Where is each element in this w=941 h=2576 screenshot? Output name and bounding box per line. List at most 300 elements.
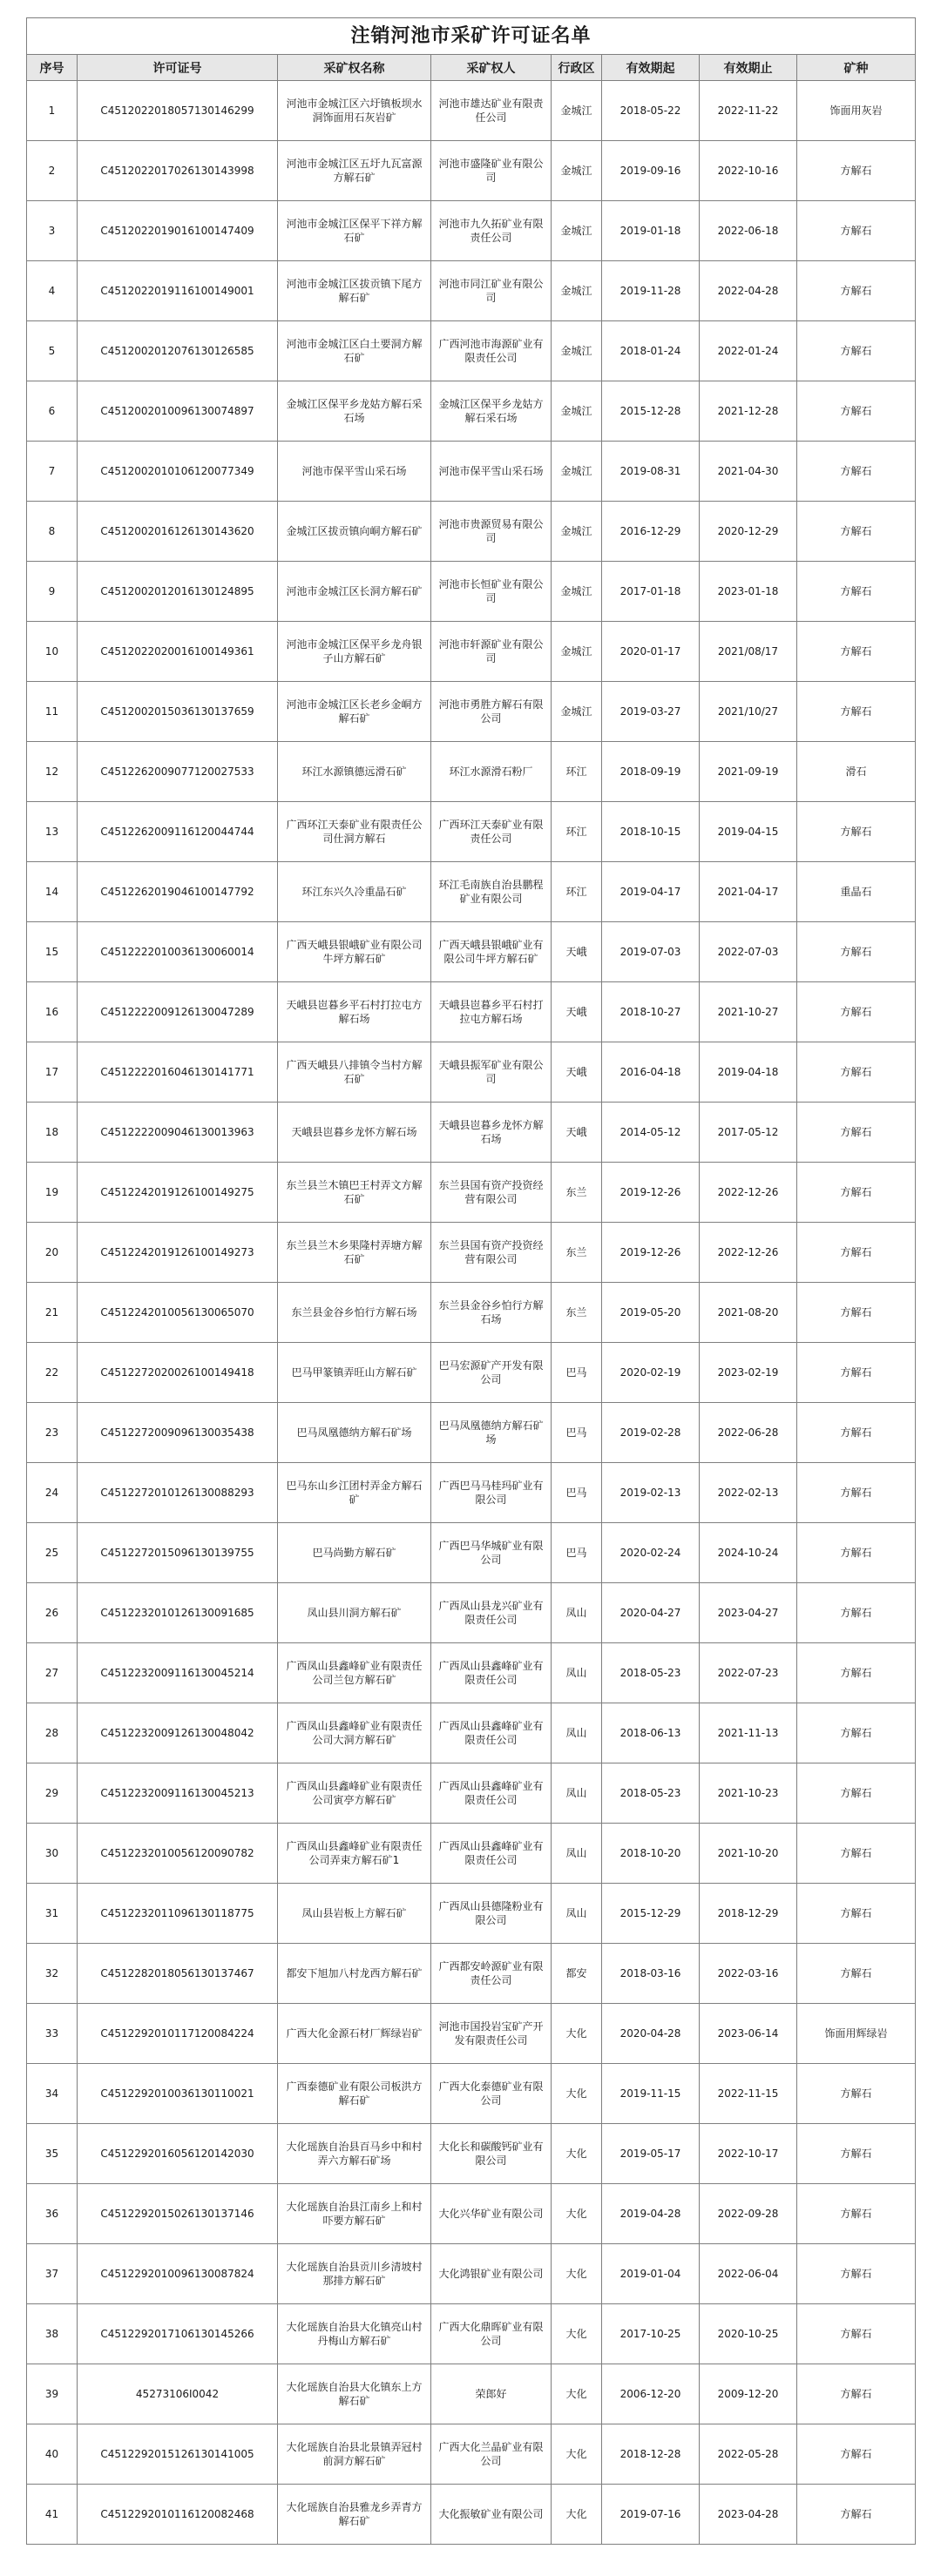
cell-district: 金城江	[552, 81, 602, 141]
cell-valid-from: 2018-05-23	[602, 1763, 700, 1824]
cell-valid-to: 2019-04-15	[700, 802, 797, 862]
cell-mineral: 方解石	[797, 1763, 916, 1824]
cell-mineral: 方解石	[797, 562, 916, 622]
table-row	[27, 81, 916, 141]
cell-index: 20	[27, 1223, 78, 1283]
cell-index: 16	[27, 982, 78, 1042]
cell-mineral: 方解石	[797, 2064, 916, 2124]
cell-valid-to: 2023-01-18	[700, 562, 797, 622]
cell-valid-from: 2018-03-16	[602, 1944, 700, 2004]
cell-index: 10	[27, 622, 78, 682]
cell-index: 24	[27, 1463, 78, 1523]
cell-mine-name: 凤山县川洞方解石矿	[278, 1583, 431, 1643]
cell-index: 32	[27, 1944, 78, 2004]
cell-mine-name: 大化瑶族自治县大化镇亮山村丹梅山方解石矿	[278, 2304, 431, 2364]
cell-valid-to: 2022-05-28	[700, 2424, 797, 2485]
cell-valid-to: 2017-05-12	[700, 1103, 797, 1163]
cell-index: 33	[27, 2004, 78, 2064]
table-row	[27, 1463, 916, 1523]
header-cell-mine-name: 采矿权名称	[278, 55, 431, 81]
cell-owner: 河池市轩源矿业有限公司	[431, 622, 552, 682]
cell-index: 8	[27, 502, 78, 562]
cell-mineral: 方解石	[797, 982, 916, 1042]
cell-license-no: C4512272020026100149418	[78, 1343, 278, 1403]
cell-valid-from: 2018-05-23	[602, 1643, 700, 1703]
cell-district: 天峨	[552, 1103, 602, 1163]
cell-mineral: 方解石	[797, 2244, 916, 2304]
cell-mine-name: 巴马甲篆镇弄旺山方解石矿	[278, 1343, 431, 1403]
cell-mine-name: 河池市金城江区长老乡金峒方解石矿	[278, 682, 431, 742]
cell-mine-name: 河池市金城江区五圩九瓦富源方解石矿	[278, 141, 431, 201]
cell-mine-name: 大化瑶族自治县大化镇东上方解石矿	[278, 2364, 431, 2424]
title-row	[27, 18, 916, 55]
header-cell-mineral: 矿种	[797, 55, 916, 81]
table-row	[27, 2064, 916, 2124]
table-row	[27, 1643, 916, 1703]
cell-mine-name: 广西天峨县银峨矿业有限公司牛坪方解石矿	[278, 922, 431, 982]
cell-owner: 河池市同江矿业有限公司	[431, 261, 552, 321]
cell-index: 31	[27, 1884, 78, 1944]
cell-mineral: 方解石	[797, 1163, 916, 1223]
cell-mineral: 方解石	[797, 381, 916, 442]
cell-index: 13	[27, 802, 78, 862]
cell-owner: 广西凤山县鑫峰矿业有限责任公司	[431, 1703, 552, 1763]
cell-valid-from: 2006-12-20	[602, 2364, 700, 2424]
cell-index: 18	[27, 1103, 78, 1163]
table-row	[27, 562, 916, 622]
cell-valid-from: 2019-09-16	[602, 141, 700, 201]
cell-license-no: C4512002016126130143620	[78, 502, 278, 562]
cell-license-no: C4512272009096130035438	[78, 1403, 278, 1463]
cell-mineral: 方解石	[797, 1343, 916, 1403]
header-cell-index: 序号	[27, 55, 78, 81]
cell-index: 30	[27, 1824, 78, 1884]
cell-district: 大化	[552, 2064, 602, 2124]
cell-district: 金城江	[552, 562, 602, 622]
cell-mine-name: 河池市金城江区拔贡镇下尾方解石矿	[278, 261, 431, 321]
cell-owner: 广西河池市海源矿业有限责任公司	[431, 321, 552, 381]
table-row	[27, 1824, 916, 1884]
cell-mine-name: 广西凤山县鑫峰矿业有限责任公司寅亭方解石矿	[278, 1763, 431, 1824]
cell-valid-to: 2021/08/17	[700, 622, 797, 682]
cell-license-no: C4512292015126130141005	[78, 2424, 278, 2485]
cell-owner: 金城江区保平乡龙姑方解石采石场	[431, 381, 552, 442]
table-row	[27, 442, 916, 502]
cell-mine-name: 东兰县金谷乡怕行方解石场	[278, 1283, 431, 1343]
cell-mine-name: 凤山县岩板上方解石矿	[278, 1884, 431, 1944]
cell-license-no: C4512242010056130065070	[78, 1283, 278, 1343]
cell-mineral: 方解石	[797, 1944, 916, 2004]
cell-valid-from: 2017-01-18	[602, 562, 700, 622]
license-table	[26, 17, 916, 2545]
cell-mineral: 方解石	[797, 321, 916, 381]
cell-license-no: C4512232010126130091685	[78, 1583, 278, 1643]
cell-valid-from: 2019-02-28	[602, 1403, 700, 1463]
cell-valid-to: 2022-12-26	[700, 1163, 797, 1223]
table-row	[27, 802, 916, 862]
cell-license-no: C4512002010106120077349	[78, 442, 278, 502]
cell-district: 凤山	[552, 1643, 602, 1703]
cell-index: 3	[27, 201, 78, 261]
cell-valid-from: 2020-01-17	[602, 622, 700, 682]
cell-district: 凤山	[552, 1583, 602, 1643]
cell-valid-to: 2019-04-18	[700, 1042, 797, 1103]
cell-mine-name: 大化瑶族自治县贡川乡清坡村那排方解石矿	[278, 2244, 431, 2304]
cell-owner: 大化鸿银矿业有限公司	[431, 2244, 552, 2304]
document-sheet	[26, 17, 915, 2545]
cell-valid-from: 2019-12-26	[602, 1223, 700, 1283]
cell-owner: 广西凤山县德隆粉业有限公司	[431, 1884, 552, 1944]
cell-mine-name: 河池市保平雪山采石场	[278, 442, 431, 502]
cell-valid-to: 2021-09-19	[700, 742, 797, 802]
cell-mineral: 方解石	[797, 1103, 916, 1163]
cell-index: 28	[27, 1703, 78, 1763]
table-row	[27, 2485, 916, 2545]
cell-mine-name: 大化瑶族自治县北景镇弄冠村前洞方解石矿	[278, 2424, 431, 2485]
cell-valid-to: 2020-12-29	[700, 502, 797, 562]
table-row	[27, 2424, 916, 2485]
cell-license-no: C4512292010036130110021	[78, 2064, 278, 2124]
cell-mine-name: 环江水源镇德远滑石矿	[278, 742, 431, 802]
table-row	[27, 141, 916, 201]
cell-license-no: C4512232010056120090782	[78, 1824, 278, 1884]
cell-valid-from: 2020-04-28	[602, 2004, 700, 2064]
cell-index: 12	[27, 742, 78, 802]
cell-license-no: C4512022018057130146299	[78, 81, 278, 141]
cell-valid-to: 2022-04-28	[700, 261, 797, 321]
table-row	[27, 742, 916, 802]
table-row	[27, 2304, 916, 2364]
cell-owner: 广西大化泰德矿业有限公司	[431, 2064, 552, 2124]
cell-district: 凤山	[552, 1703, 602, 1763]
cell-owner: 河池市盛隆矿业有限公司	[431, 141, 552, 201]
cell-mineral: 饰面用辉绿岩	[797, 2004, 916, 2064]
cell-valid-to: 2022-07-03	[700, 922, 797, 982]
cell-mine-name: 巴马凤凰德纳方解石矿场	[278, 1403, 431, 1463]
cell-index: 22	[27, 1343, 78, 1403]
cell-owner: 巴马宏源矿产开发有限公司	[431, 1343, 552, 1403]
cell-license-no: C4512272015096130139755	[78, 1523, 278, 1583]
cell-owner: 大化振敏矿业有限公司	[431, 2485, 552, 2545]
cell-valid-from: 2014-05-12	[602, 1103, 700, 1163]
cell-owner: 河池市保平雪山采石场	[431, 442, 552, 502]
cell-license-no: C4512022019116100149001	[78, 261, 278, 321]
cell-owner: 广西凤山县鑫峰矿业有限责任公司	[431, 1824, 552, 1884]
cell-valid-from: 2020-02-24	[602, 1523, 700, 1583]
cell-owner: 东兰县国有资产投资经营有限公司	[431, 1163, 552, 1223]
cell-license-no: C4512222016046130141771	[78, 1042, 278, 1103]
cell-owner: 广西环江天泰矿业有限责任公司	[431, 802, 552, 862]
cell-mineral: 方解石	[797, 1884, 916, 1944]
cell-mineral: 方解石	[797, 622, 916, 682]
cell-district: 金城江	[552, 682, 602, 742]
cell-mineral: 方解石	[797, 1463, 916, 1523]
cell-district: 大化	[552, 2304, 602, 2364]
cell-valid-to: 2020-10-25	[700, 2304, 797, 2364]
table-row	[27, 1042, 916, 1103]
cell-owner: 天峨县振军矿业有限公司	[431, 1042, 552, 1103]
cell-district: 金城江	[552, 502, 602, 562]
cell-district: 环江	[552, 862, 602, 922]
cell-district: 天峨	[552, 982, 602, 1042]
cell-license-no: C4512242019126100149275	[78, 1163, 278, 1223]
cell-mineral: 方解石	[797, 1223, 916, 1283]
cell-valid-to: 2018-12-29	[700, 1884, 797, 1944]
cell-index: 26	[27, 1583, 78, 1643]
cell-valid-from: 2019-02-13	[602, 1463, 700, 1523]
cell-license-no: C4512292010096130087824	[78, 2244, 278, 2304]
table-row	[27, 321, 916, 381]
table-body	[27, 81, 916, 2545]
table-row	[27, 1703, 916, 1763]
cell-valid-from: 2019-05-20	[602, 1283, 700, 1343]
cell-mineral: 方解石	[797, 2364, 916, 2424]
cell-valid-to: 2023-02-19	[700, 1343, 797, 1403]
cell-mineral: 方解石	[797, 922, 916, 982]
cell-license-no: C4512232009116130045214	[78, 1643, 278, 1703]
cell-owner: 广西巴马马桂玛矿业有限公司	[431, 1463, 552, 1523]
cell-valid-from: 2019-11-15	[602, 2064, 700, 2124]
cell-owner: 河池市国投岩宝矿产开发有限责任公司	[431, 2004, 552, 2064]
table-row	[27, 201, 916, 261]
cell-mineral: 方解石	[797, 1643, 916, 1703]
cell-valid-from: 2019-08-31	[602, 442, 700, 502]
cell-mine-name: 广西泰德矿业有限公司板洪方解石矿	[278, 2064, 431, 2124]
cell-valid-to: 2023-04-27	[700, 1583, 797, 1643]
cell-index: 27	[27, 1643, 78, 1703]
cell-valid-to: 2022-10-16	[700, 141, 797, 201]
cell-license-no: C4512272010126130088293	[78, 1463, 278, 1523]
cell-mine-name: 河池市金城江区六圩镇板坝水洞饰面用石灰岩矿	[278, 81, 431, 141]
cell-index: 23	[27, 1403, 78, 1463]
cell-valid-from: 2016-12-29	[602, 502, 700, 562]
cell-valid-to: 2021-10-23	[700, 1763, 797, 1824]
cell-district: 大化	[552, 2485, 602, 2545]
cell-owner: 河池市九久拓矿业有限责任公司	[431, 201, 552, 261]
cell-district: 东兰	[552, 1223, 602, 1283]
cell-district: 金城江	[552, 381, 602, 442]
table-row	[27, 502, 916, 562]
cell-index: 15	[27, 922, 78, 982]
cell-valid-from: 2019-04-28	[602, 2184, 700, 2244]
table-row	[27, 862, 916, 922]
cell-index: 5	[27, 321, 78, 381]
cell-mine-name: 大化瑶族自治县江南乡上和村吓要方解石矿	[278, 2184, 431, 2244]
cell-mineral: 方解石	[797, 201, 916, 261]
cell-index: 41	[27, 2485, 78, 2545]
cell-license-no: C4512292010117120084224	[78, 2004, 278, 2064]
cell-index: 19	[27, 1163, 78, 1223]
cell-valid-to: 2022-11-15	[700, 2064, 797, 2124]
cell-district: 凤山	[552, 1824, 602, 1884]
table-row	[27, 1223, 916, 1283]
cell-mine-name: 东兰县兰木乡果隆村弄塘方解石矿	[278, 1223, 431, 1283]
cell-mine-name: 金城江区保平乡龙姑方解石采石场	[278, 381, 431, 442]
cell-district: 巴马	[552, 1523, 602, 1583]
cell-valid-from: 2019-07-16	[602, 2485, 700, 2545]
cell-index: 7	[27, 442, 78, 502]
cell-owner: 广西天峨县银峨矿业有限公司牛坪方解石矿	[431, 922, 552, 982]
cell-license-no: C4512292010116120082468	[78, 2485, 278, 2545]
cell-valid-to: 2022-02-13	[700, 1463, 797, 1523]
cell-valid-to: 2022-06-04	[700, 2244, 797, 2304]
cell-index: 6	[27, 381, 78, 442]
cell-mineral: 方解石	[797, 2424, 916, 2485]
cell-district: 金城江	[552, 321, 602, 381]
cell-index: 35	[27, 2124, 78, 2184]
cell-owner: 东兰县金谷乡怕行方解石场	[431, 1283, 552, 1343]
cell-index: 1	[27, 81, 78, 141]
cell-owner: 河池市雄达矿业有限责任公司	[431, 81, 552, 141]
cell-owner: 河池市贵源贸易有限公司	[431, 502, 552, 562]
cell-valid-to: 2022-07-23	[700, 1643, 797, 1703]
cell-district: 大化	[552, 2244, 602, 2304]
cell-valid-to: 2021-10-20	[700, 1824, 797, 1884]
cell-district: 大化	[552, 2004, 602, 2064]
cell-district: 东兰	[552, 1283, 602, 1343]
cell-valid-to: 2024-10-24	[700, 1523, 797, 1583]
cell-mine-name: 广西大化金源石材厂辉绿岩矿	[278, 2004, 431, 2064]
table-row	[27, 1103, 916, 1163]
table-row	[27, 2364, 916, 2424]
cell-mine-name: 巴马尚勤方解石矿	[278, 1523, 431, 1583]
table-row	[27, 1583, 916, 1643]
cell-valid-to: 2021/10/27	[700, 682, 797, 742]
cell-license-no: C4512262009116120044744	[78, 802, 278, 862]
cell-valid-to: 2022-06-28	[700, 1403, 797, 1463]
cell-district: 天峨	[552, 922, 602, 982]
cell-valid-to: 2021-04-17	[700, 862, 797, 922]
cell-district: 大化	[552, 2424, 602, 2485]
cell-license-no: C4512222009046130013963	[78, 1103, 278, 1163]
cell-valid-from: 2018-10-20	[602, 1824, 700, 1884]
cell-owner: 天峨县岜暮乡平石村打拉屯方解石场	[431, 982, 552, 1042]
cell-mineral: 方解石	[797, 2184, 916, 2244]
table-row	[27, 2184, 916, 2244]
cell-district: 巴马	[552, 1343, 602, 1403]
cell-mineral: 方解石	[797, 261, 916, 321]
cell-license-no: C4512262009077120027533	[78, 742, 278, 802]
cell-mineral: 方解石	[797, 1583, 916, 1643]
cell-mineral: 方解石	[797, 802, 916, 862]
header-row	[27, 55, 916, 81]
cell-valid-from: 2018-01-24	[602, 321, 700, 381]
cell-index: 14	[27, 862, 78, 922]
cell-index: 38	[27, 2304, 78, 2364]
cell-district: 大化	[552, 2184, 602, 2244]
table-row	[27, 1283, 916, 1343]
cell-index: 25	[27, 1523, 78, 1583]
table-row	[27, 682, 916, 742]
cell-license-no: C4512282018056130137467	[78, 1944, 278, 2004]
cell-mine-name: 东兰县兰木镇巴王村弄文方解石矿	[278, 1163, 431, 1223]
table-row	[27, 1523, 916, 1583]
cell-mine-name: 广西天峨县八排镇令当村方解石矿	[278, 1042, 431, 1103]
cell-valid-from: 2019-05-17	[602, 2124, 700, 2184]
cell-owner: 环江水源滑石粉厂	[431, 742, 552, 802]
table-row	[27, 381, 916, 442]
cell-index: 21	[27, 1283, 78, 1343]
table-row	[27, 1763, 916, 1824]
cell-mine-name: 河池市金城江区保平下祥方解石矿	[278, 201, 431, 261]
cell-owner: 大化兴华矿业有限公司	[431, 2184, 552, 2244]
cell-mineral: 方解石	[797, 442, 916, 502]
cell-district: 东兰	[552, 1163, 602, 1223]
header-cell-district: 行政区	[552, 55, 602, 81]
cell-owner: 河池市勇胜方解石有限公司	[431, 682, 552, 742]
cell-mine-name: 天峨县岜暮乡平石村打拉屯方解石场	[278, 982, 431, 1042]
cell-mineral: 方解石	[797, 502, 916, 562]
cell-license-no: C4512292016056120142030	[78, 2124, 278, 2184]
cell-owner: 广西都安岭源矿业有限责任公司	[431, 1944, 552, 2004]
cell-district: 大化	[552, 2364, 602, 2424]
cell-mine-name: 大化瑶族自治县雅龙乡弄青方解石矿	[278, 2485, 431, 2545]
cell-mine-name: 广西凤山县鑫峰矿业有限责任公司兰包方解石矿	[278, 1643, 431, 1703]
cell-valid-to: 2022-01-24	[700, 321, 797, 381]
table-row	[27, 2124, 916, 2184]
cell-mine-name: 河池市金城江区保平乡龙舟银子山方解石矿	[278, 622, 431, 682]
cell-district: 金城江	[552, 622, 602, 682]
cell-district: 凤山	[552, 1884, 602, 1944]
cell-index: 39	[27, 2364, 78, 2424]
table-row	[27, 622, 916, 682]
cell-mineral: 方解石	[797, 1703, 916, 1763]
cell-valid-to: 2022-09-28	[700, 2184, 797, 2244]
cell-license-no: C4512242019126100149273	[78, 1223, 278, 1283]
cell-license-no: C4512002012016130124895	[78, 562, 278, 622]
cell-valid-from: 2019-01-04	[602, 2244, 700, 2304]
table-row	[27, 922, 916, 982]
cell-owner: 东兰县国有资产投资经营有限公司	[431, 1223, 552, 1283]
cell-mineral: 方解石	[797, 1283, 916, 1343]
cell-district: 金城江	[552, 141, 602, 201]
cell-valid-from: 2015-12-28	[602, 381, 700, 442]
cell-license-no: C4512232009126130048042	[78, 1703, 278, 1763]
cell-valid-from: 2019-03-27	[602, 682, 700, 742]
cell-license-no: C4512002015036130137659	[78, 682, 278, 742]
header-cell-license-no: 许可证号	[78, 55, 278, 81]
cell-mineral: 方解石	[797, 1523, 916, 1583]
cell-mine-name: 河池市金城江区长洞方解石矿	[278, 562, 431, 622]
cell-valid-from: 2018-10-27	[602, 982, 700, 1042]
cell-valid-to: 2021-04-30	[700, 442, 797, 502]
cell-license-no: C4512262019046100147792	[78, 862, 278, 922]
cell-license-no: C4512022020016100149361	[78, 622, 278, 682]
cell-valid-to: 2023-04-28	[700, 2485, 797, 2545]
cell-license-no: 45273106I0042	[78, 2364, 278, 2424]
cell-valid-from: 2020-02-19	[602, 1343, 700, 1403]
cell-mine-name: 广西凤山县鑫峰矿业有限责任公司弄束方解石矿1	[278, 1824, 431, 1884]
cell-valid-from: 2017-10-25	[602, 2304, 700, 2364]
cell-valid-from: 2018-06-13	[602, 1703, 700, 1763]
cell-district: 都安	[552, 1944, 602, 2004]
cell-mine-name: 巴马东山乡江团村弄金方解石矿	[278, 1463, 431, 1523]
cell-owner: 广西凤山县鑫峰矿业有限责任公司	[431, 1763, 552, 1824]
cell-mine-name: 金城江区拔贡镇向峒方解石矿	[278, 502, 431, 562]
cell-valid-to: 2022-03-16	[700, 1944, 797, 2004]
cell-valid-to: 2021-08-20	[700, 1283, 797, 1343]
cell-valid-to: 2022-06-18	[700, 201, 797, 261]
table-row	[27, 261, 916, 321]
cell-valid-from: 2018-12-28	[602, 2424, 700, 2485]
cell-mine-name: 大化瑶族自治县百马乡中和村弄六方解石矿场	[278, 2124, 431, 2184]
table-row	[27, 982, 916, 1042]
cell-valid-to: 2021-10-27	[700, 982, 797, 1042]
cell-valid-to: 2022-12-26	[700, 1223, 797, 1283]
cell-mineral: 方解石	[797, 1403, 916, 1463]
cell-valid-from: 2018-05-22	[602, 81, 700, 141]
page-title: 注销河池市采矿许可证名单	[27, 18, 916, 55]
